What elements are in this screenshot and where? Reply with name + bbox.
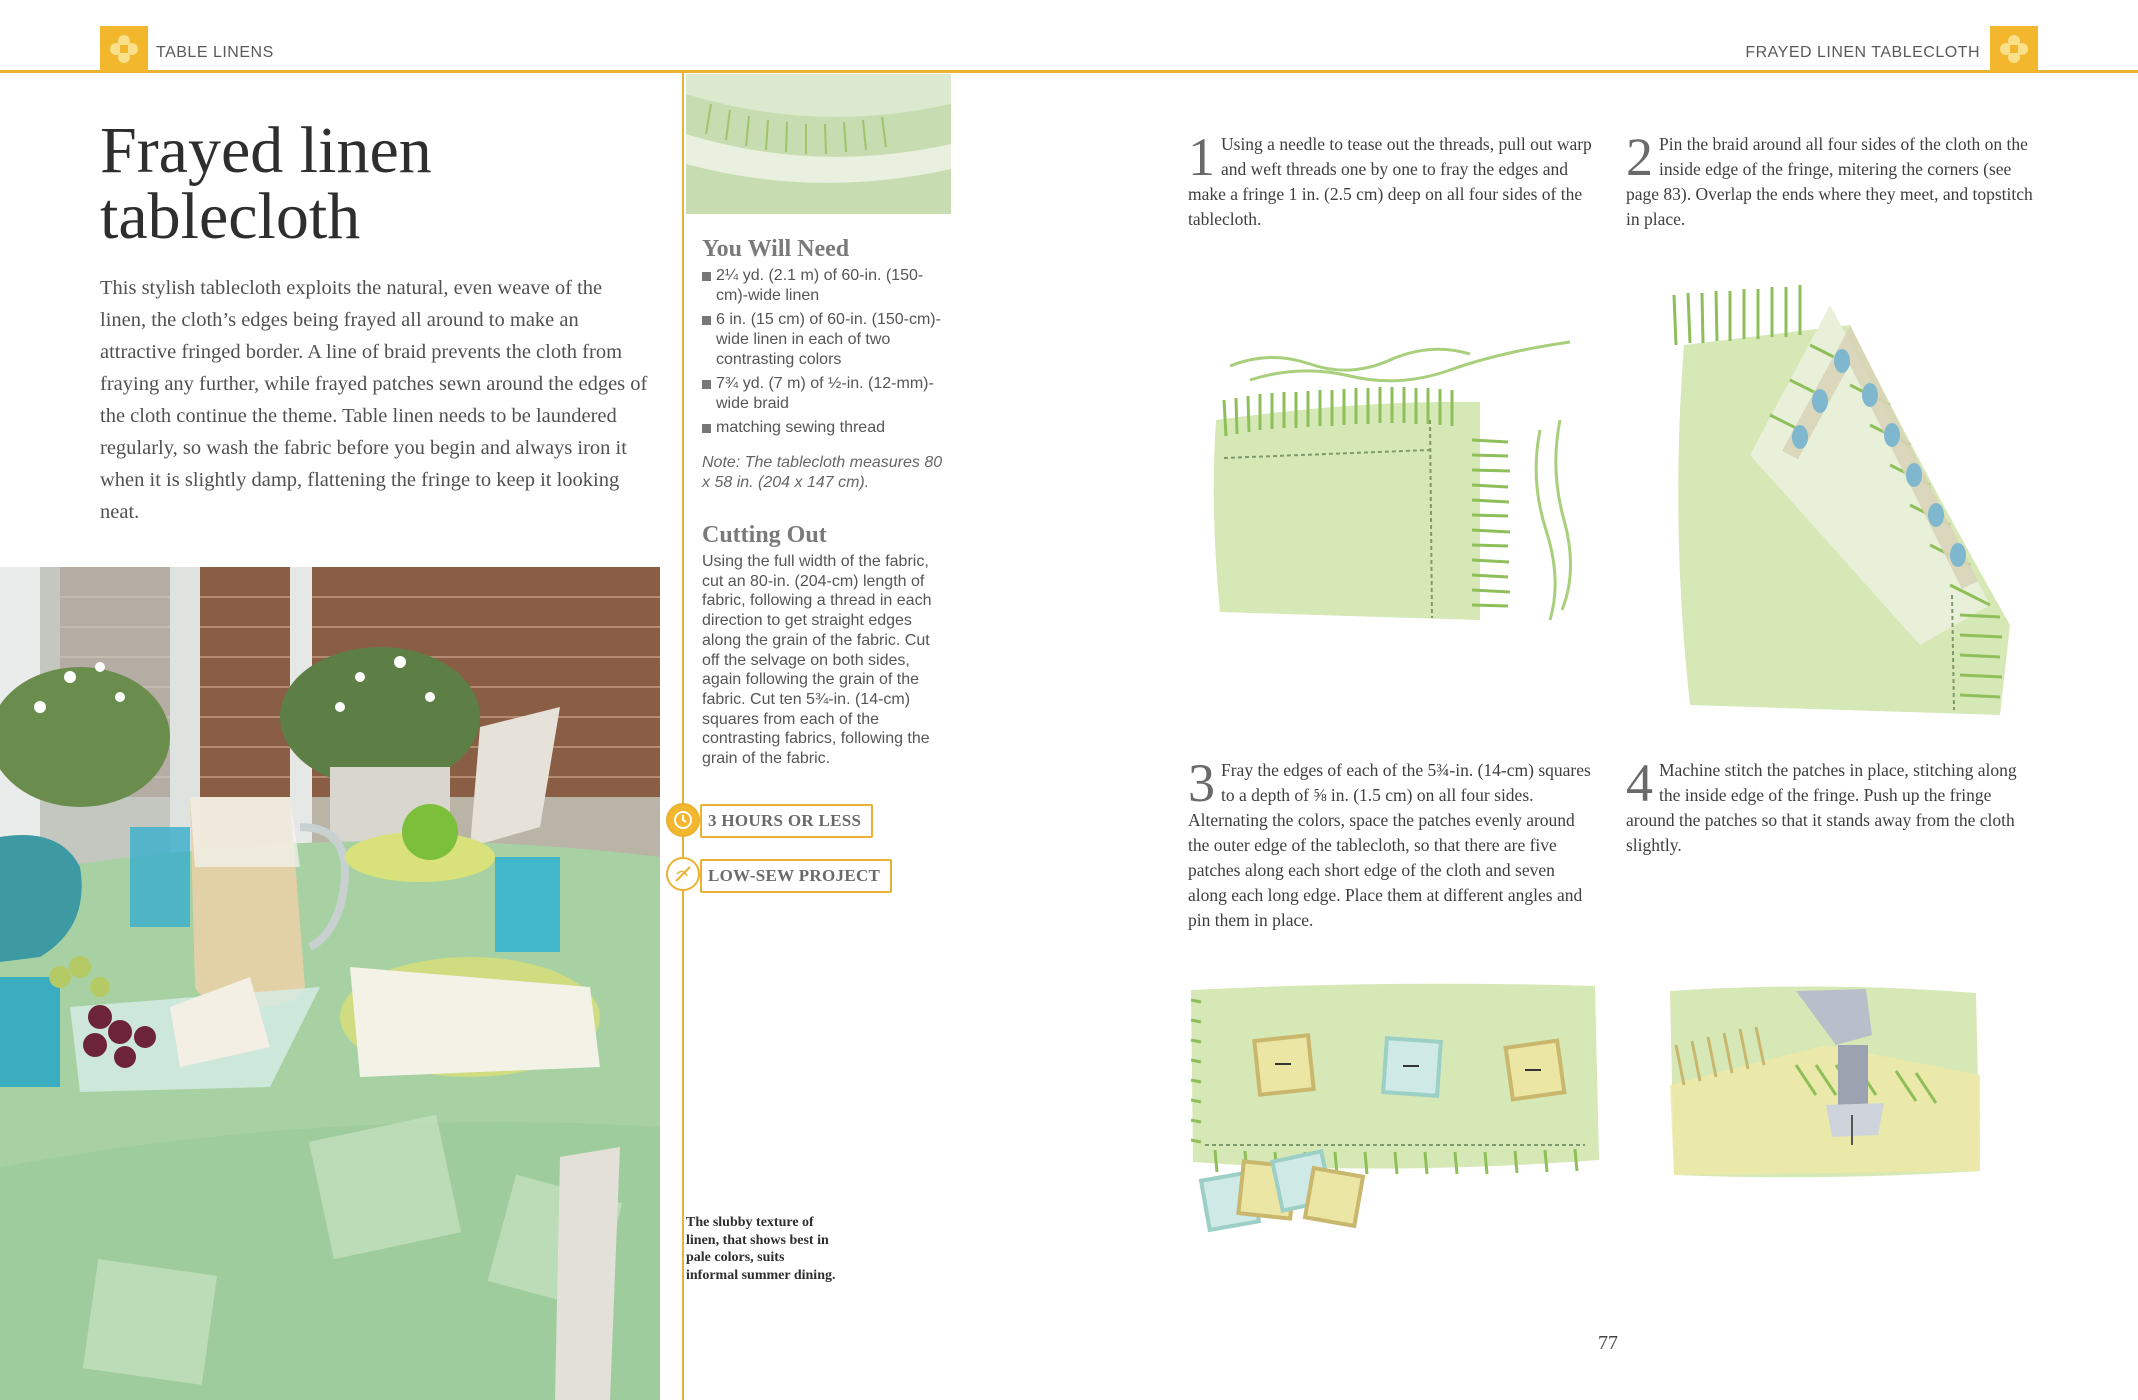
title-line-1: Frayed linen bbox=[100, 114, 432, 187]
needle-icon bbox=[666, 857, 700, 891]
low-sew-badge: LOW-SEW PROJECT bbox=[700, 859, 892, 893]
cutting-out-text: Using the full width of the fabric, cut an 80-in. (204-cm) length of fabric, following a thread in each direction to get straight edges along the grain of the fabric. Cut off the selvage on both sides, again following the grain of the fabric. Cut ten 5¾-in. (14-cm) squares from each of the contrasting fabrics, following the grain of the fabric. bbox=[702, 553, 932, 768]
list-item: 7¾ yd. (7 m) of ½-in. (12-mm)-wide braid bbox=[702, 374, 947, 414]
title-line-2: tablecloth bbox=[100, 180, 361, 253]
list-item: 6 in. (15 cm) of 60-in. (150-cm)-wide linen in each of two contrasting colors bbox=[702, 310, 947, 370]
header-rule bbox=[0, 70, 2138, 73]
header-section-right: FRAYED LINEN TABLECLOTH bbox=[1745, 44, 1980, 61]
column-divider bbox=[682, 73, 684, 1400]
list-item: matching sewing thread bbox=[702, 418, 947, 438]
photo-caption: The slubby texture of linen, that shows best in pale colors, suits informal summer dining. bbox=[686, 1215, 836, 1283]
step-text: Machine stitch the patches in place, stitching along the inside edge of the fringe. Push up the fringe around the patches so that it stands away from the cloth slightly. bbox=[1626, 760, 2017, 855]
step-number: 3 bbox=[1188, 753, 1215, 813]
step-text: Using a needle to tease out the threads, pull out warp and weft threads one by one to fray the edges and make a fringe 1 in. (2.5 cm) deep on all four sides of the tablecloth. bbox=[1188, 134, 1592, 229]
materials-list bbox=[702, 266, 947, 442]
illustration-pinning-braid bbox=[1670, 285, 2030, 725]
step-text: Fray the edges of each of the 5¾-in. (14-cm) squares to a depth of ⅝ in. (1.5 cm) on all four sides. Alternating the colors, space the patches evenly around the outer edge of the tablecloth, so that there are five patches along each short edge of the cloth and seven along each long edge. Place them at different angles and pin them in place. bbox=[1188, 760, 1591, 930]
page-number: 77 bbox=[1598, 1332, 1618, 1354]
fringe-swatch-photo bbox=[686, 74, 951, 214]
time-badge: 3 HOURS OR LESS bbox=[700, 804, 873, 838]
measurement-note: Note: The tablecloth measures 80 x 58 in. (204 x 147 cm). bbox=[702, 454, 943, 491]
step-text: Pin the braid around all four sides of the cloth on the inside edge of the fringe, mitering the corners (see page 83). Overlap the ends where they meet, and topstitch in place. bbox=[1626, 134, 2033, 229]
step-1 bbox=[1188, 127, 1598, 232]
step-2 bbox=[1626, 127, 2034, 232]
cutting-out-heading: Cutting Out bbox=[702, 522, 827, 548]
header-section-left: TABLE LINENS bbox=[156, 44, 274, 61]
step-4 bbox=[1626, 753, 2038, 858]
clock-icon bbox=[666, 803, 700, 837]
intro-paragraph: This stylish tablecloth exploits the natural, even weave of the linen, the cloth’s edges being frayed all around to make an attractive fringed border. A line of braid prevents the cloth from fraying any further, while frayed patches sewn around the edges of the cloth continue the theme. Table linen needs to be laundered regularly, so wash the fabric before you begin and always iron it when it is slightly damp, flattening the fringe to keep it looking neat. bbox=[100, 277, 648, 523]
step-number: 4 bbox=[1626, 753, 1653, 813]
step-3 bbox=[1188, 753, 1598, 933]
section-emblem-left-icon bbox=[100, 26, 148, 72]
illustration-placing-patches bbox=[1185, 980, 1605, 1260]
illustration-machine-stitching bbox=[1666, 985, 1986, 1185]
you-will-need-heading: You Will Need bbox=[702, 236, 850, 262]
step-number: 2 bbox=[1626, 127, 1653, 187]
list-item: 2¼ yd. (2.1 m) of 60-in. (150-cm)-wide linen bbox=[702, 266, 947, 306]
step-number: 1 bbox=[1188, 127, 1215, 187]
article-title bbox=[100, 114, 660, 253]
section-emblem-right-icon bbox=[1990, 26, 2038, 72]
illustration-fraying-threads bbox=[1210, 330, 1590, 620]
table-setting-photo bbox=[0, 567, 660, 1400]
